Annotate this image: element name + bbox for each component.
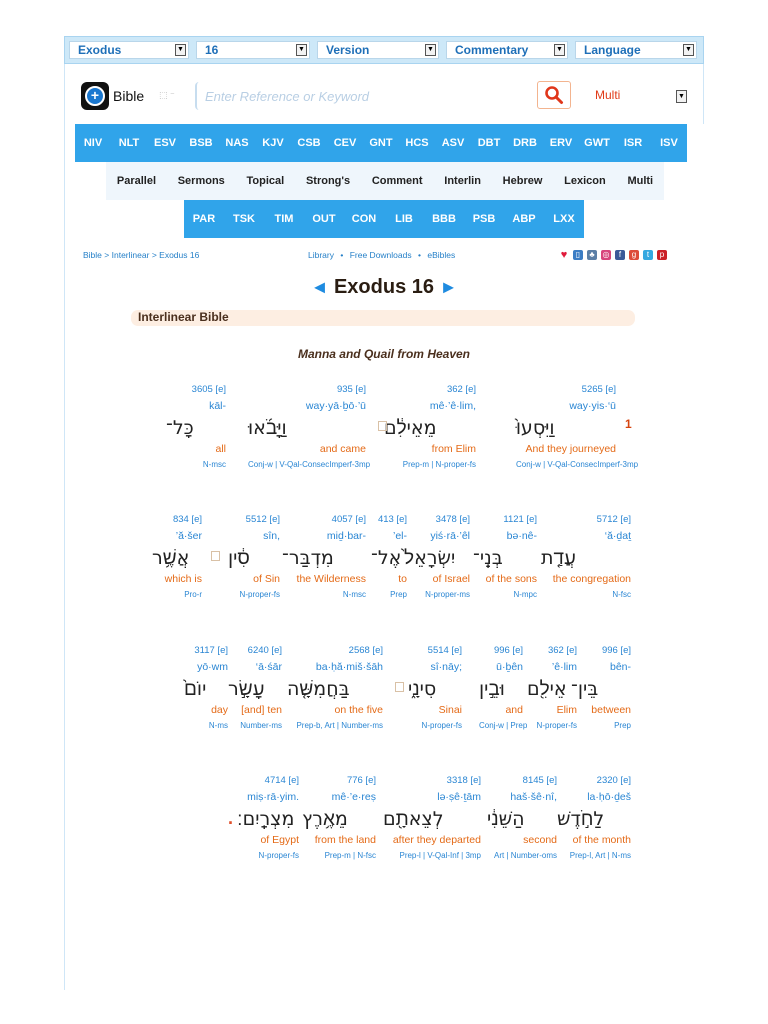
bible-logo-icon[interactable]: + <box>81 82 109 110</box>
parsing[interactable]: Pro-r <box>184 590 202 599</box>
strongs-number[interactable]: 834 [e] <box>172 514 202 525</box>
resource-links <box>308 250 455 260</box>
hebrew-word[interactable]: בְּנֵֽי־ <box>473 547 503 569</box>
parsing[interactable]: Prep <box>390 590 407 599</box>
transliteration[interactable]: ’ê·lim <box>551 661 577 673</box>
brand-name[interactable]: Bible <box>113 88 145 104</box>
parsing[interactable]: N-proper-ms <box>425 590 470 599</box>
interlinear-word <box>237 773 299 864</box>
tree-icon[interactable]: ♣ <box>587 250 597 260</box>
hebrew-word[interactable]: מֵאֵילִ֔ם <box>384 417 437 439</box>
parsing[interactable]: Prep-b, Art | Number-ms <box>296 721 383 730</box>
tool-button-lexicon[interactable]: Lexicon <box>564 175 606 187</box>
search-icon <box>544 85 564 105</box>
breadcrumb-separator: > <box>104 250 110 260</box>
strongs-number[interactable]: 362 [e] <box>446 384 476 395</box>
version-button-asv[interactable]: ASV <box>441 137 465 149</box>
parsing[interactable]: Prep-l | V-Qal-Inf | 3mp <box>399 851 481 860</box>
transliteration[interactable]: ’ă·šer <box>175 530 202 542</box>
version-button-csb[interactable]: CSB <box>297 137 321 149</box>
interlinear-word <box>571 643 631 734</box>
book-select[interactable] <box>69 41 189 59</box>
strongs-number[interactable]: 3318 [e] <box>446 775 481 786</box>
transliteration[interactable]: miḏ·bar- <box>326 530 366 542</box>
english-gloss: between <box>591 704 631 716</box>
interlinear-word <box>228 643 282 734</box>
version-button-row <box>75 124 687 162</box>
strongs-number[interactable]: 413 [e] <box>377 514 407 525</box>
interlinear-word <box>487 773 557 864</box>
english-gloss: Elim <box>556 704 577 716</box>
version-button-isr[interactable]: ISR <box>623 137 643 149</box>
commentary-select[interactable] <box>446 41 568 59</box>
interlinear-word <box>383 773 481 864</box>
version-button-nas[interactable]: NAS <box>225 137 249 149</box>
english-gloss: from Elim <box>431 443 476 455</box>
version-button-tsk[interactable]: TSK <box>233 213 255 225</box>
hebrew-word[interactable]: כָּל־ <box>166 417 194 439</box>
parsing[interactable]: Conj-w | V-Qal-ConsecImperf-3mp <box>248 460 371 469</box>
english-gloss: after they departed <box>392 834 481 846</box>
hebrew-word[interactable]: יִשְׂרָאֵל֙ <box>404 547 456 569</box>
interlinear-word <box>302 773 376 864</box>
transliteration[interactable]: la·ḥō·ḏeš <box>587 791 631 803</box>
version-select[interactable] <box>317 41 439 59</box>
transliteration[interactable]: bên- <box>609 661 631 673</box>
hebrew-word[interactable]: אֵילִ֖ם <box>527 678 567 700</box>
version-button-bsb[interactable]: BSB <box>189 137 213 149</box>
transliteration[interactable]: ‘ā·śār <box>255 661 282 673</box>
interlinear-word <box>228 512 280 603</box>
transliteration[interactable]: kāl- <box>209 400 226 412</box>
version-button-nlt[interactable]: NLT <box>118 137 140 149</box>
hebrew-word[interactable]: מִדְבַּר־ <box>282 547 334 569</box>
interlinear-word <box>404 512 470 603</box>
version-button-psb[interactable]: PSB <box>472 213 496 225</box>
version-button-hcs[interactable]: HCS <box>405 137 429 149</box>
transliteration[interactable]: yiś·rā·’êl <box>430 530 470 542</box>
search-row <box>64 64 704 124</box>
hebrew-word[interactable]: וַיָּבֹ֜אוּ <box>248 417 287 439</box>
interlinear-word <box>184 643 228 734</box>
facebook-icon[interactable]: f <box>615 250 625 260</box>
hebrew-word[interactable]: בַּחֲמִשָּׁ֤ה <box>287 678 350 700</box>
strongs-number[interactable]: 3478 [e] <box>435 514 470 525</box>
transliteration[interactable]: ‘ă·ḏaṯ <box>604 530 631 542</box>
more-version-button-row <box>184 200 584 238</box>
parsing[interactable]: N-proper-fs <box>536 721 577 730</box>
transliteration[interactable]: bə·nê- <box>506 530 537 542</box>
parsing[interactable]: N-mpc <box>513 590 537 599</box>
parsing[interactable]: Prep-l, Art | N-ms <box>569 851 631 860</box>
language-select-value: Language <box>584 43 641 57</box>
version-button-tim[interactable]: TIM <box>274 213 294 225</box>
english-gloss: on the five <box>334 704 383 716</box>
link-separator: • <box>417 250 421 260</box>
chapter-select[interactable] <box>196 41 310 59</box>
breadcrumb-interlinear[interactable]: Interlinear <box>111 250 150 260</box>
hebrew-word[interactable]: בֵּין־ <box>571 678 599 700</box>
parsing[interactable]: Prep <box>614 721 631 730</box>
interlinear-word <box>287 643 383 734</box>
version-button-isv[interactable]: ISV <box>660 137 678 149</box>
parsing[interactable]: Number-ms <box>240 721 282 730</box>
dropdown-arrow-icon: ▼ <box>554 44 565 56</box>
library-link[interactable]: Library <box>308 250 334 260</box>
strongs-number[interactable]: 3117 [e] <box>194 645 228 656</box>
english-gloss: day <box>211 704 228 716</box>
hebrew-word[interactable]: לַחֹ֣דֶשׁ <box>557 808 605 830</box>
language-mode-select[interactable] <box>595 88 687 106</box>
transliteration[interactable]: ba·ḥă·miš·šāh <box>315 661 383 673</box>
parsing[interactable]: Conj-w | V-Qal-ConsecImperf-3mp <box>516 460 639 469</box>
transliteration[interactable]: yō·wm <box>197 661 228 673</box>
search-button[interactable] <box>537 81 571 109</box>
placeholder-glyph-box <box>395 682 404 692</box>
english-gloss: second <box>523 834 557 846</box>
search-input[interactable] <box>195 82 525 110</box>
english-gloss: of the sons <box>485 573 537 585</box>
version-button-niv[interactable]: NIV <box>83 137 103 149</box>
version-button-par[interactable]: PAR <box>192 213 216 225</box>
hebrew-word[interactable]: סִינָ֑י <box>408 678 437 700</box>
hebrew-word[interactable]: וּבֵ֣ין <box>479 678 505 700</box>
page-title <box>0 276 768 299</box>
transliteration[interactable]: haš·šê·nî, <box>510 791 557 803</box>
free-downloads-link[interactable]: Free Downloads <box>349 250 412 260</box>
transliteration[interactable]: way·yā·ḇō·’ū <box>305 400 366 412</box>
version-button-out[interactable]: OUT <box>312 213 336 225</box>
dropdown-arrow-icon: ▼ <box>676 90 687 103</box>
strongs-number[interactable]: 996 [e] <box>601 645 631 656</box>
version-button-esv[interactable]: ESV <box>153 137 176 149</box>
next-chapter-icon[interactable]: ► <box>439 277 458 297</box>
strongs-number[interactable]: 5514 [e] <box>427 645 462 656</box>
hebrew-word[interactable]: עֲדַ֤ת <box>541 547 577 569</box>
version-select-value: Version <box>326 43 370 57</box>
transliteration[interactable]: mê·’e·reṣ <box>331 791 376 803</box>
interlinear-word <box>282 512 366 603</box>
hebrew-word[interactable]: הַשֵּׁנִ֔י <box>487 808 525 830</box>
english-gloss: which is <box>164 573 202 585</box>
english-gloss: of Israel <box>432 573 470 585</box>
interlinear-word <box>371 512 407 603</box>
parsing[interactable]: Prep-m | N-fsc <box>324 851 376 860</box>
breadcrumb-separator: > <box>151 250 157 260</box>
breadcrumb-bible[interactable]: Bible <box>83 250 102 260</box>
prev-chapter-icon[interactable]: ◄ <box>310 277 329 297</box>
parsing[interactable]: N-msc <box>202 460 226 469</box>
hebrew-word[interactable]: יוֹם֙ <box>184 678 207 700</box>
book-select-value: Exodus <box>78 43 122 57</box>
book-icon[interactable]: ▯ <box>573 250 583 260</box>
transliteration[interactable]: sîn, <box>263 530 280 542</box>
interlinear-label: Interlinear Bible <box>138 310 229 324</box>
english-gloss: Sinai <box>438 704 462 716</box>
tumblr-icon[interactable]: t <box>643 250 653 260</box>
english-gloss: all <box>215 443 226 455</box>
hebrew-word[interactable]: וַיִּסְעוּ֙ <box>516 417 555 439</box>
parsing[interactable]: Art | Number-oms <box>494 851 557 860</box>
hebrew-word[interactable]: אֶל־ <box>371 547 402 569</box>
strongs-number[interactable]: 935 [e] <box>336 384 366 395</box>
interlinear-word <box>152 512 202 603</box>
version-button-dbt[interactable]: DBT <box>477 137 501 149</box>
transliteration[interactable]: sî·nāy; <box>430 661 462 673</box>
parsing[interactable]: N-proper-fs <box>421 721 462 730</box>
english-gloss: the congregation <box>552 573 631 585</box>
google-icon[interactable]: g <box>629 250 639 260</box>
navigation-selector-bar <box>64 36 704 64</box>
pinterest-icon[interactable]: p <box>657 250 667 260</box>
tool-button-row <box>106 162 664 200</box>
transliteration[interactable]: mê·’ê·lim, <box>429 400 476 412</box>
verse-end-mark: . <box>228 808 234 828</box>
interlinear-word <box>541 512 631 603</box>
hebrew-word[interactable]: לְצֵאתָ֖ם <box>383 808 444 830</box>
placeholder-glyph-box <box>378 421 387 431</box>
ebibles-link[interactable]: eBibles <box>427 250 456 260</box>
dropdown-arrow-icon: ▼ <box>683 44 694 56</box>
tool-button-multi[interactable]: Multi <box>627 175 654 187</box>
interlinear-word <box>527 643 577 734</box>
english-gloss: of the month <box>572 834 631 846</box>
interlinear-word <box>479 643 528 734</box>
instagram-icon[interactable]: ◎ <box>602 250 610 259</box>
dropdown-arrow-icon: ▼ <box>175 44 186 56</box>
strongs-number[interactable]: 5512 [e] <box>245 514 280 525</box>
page-left-border <box>64 36 65 990</box>
tool-button-topical[interactable]: Topical <box>246 175 285 187</box>
parsing[interactable]: N-proper-fs <box>239 590 280 599</box>
link-separator: • <box>340 250 344 260</box>
parsing[interactable]: N-ms <box>208 721 228 730</box>
transliteration[interactable]: ’el- <box>392 530 407 542</box>
tool-button-hebrew[interactable]: Hebrew <box>502 175 543 187</box>
dropdown-arrow-icon: ▼ <box>425 44 436 56</box>
parsing[interactable]: N-fsc <box>612 590 631 599</box>
version-button-drb[interactable]: DRB <box>513 137 537 149</box>
placeholder-glyph-box <box>211 551 220 561</box>
strongs-number[interactable]: 1121 [e] <box>503 514 537 525</box>
strongs-number[interactable]: 4714 [e] <box>264 775 299 786</box>
interlinear-word <box>248 382 371 473</box>
heart-icon[interactable]: ♥ <box>560 249 568 261</box>
strongs-number[interactable]: 4057 [e] <box>331 514 366 525</box>
verse-number[interactable]: 1 <box>625 417 632 431</box>
strongs-number[interactable]: 8145 [e] <box>522 775 557 786</box>
transliteration[interactable]: miṣ·rā·yim. <box>247 791 299 803</box>
chapter-select-value: 16 <box>205 43 219 57</box>
version-button-abp[interactable]: ABP <box>512 213 536 225</box>
version-button-gwt[interactable]: GWT <box>584 137 610 149</box>
breadcrumb-current[interactable]: Exodus 16 <box>159 250 200 260</box>
hebrew-word[interactable]: סִ֔ין <box>228 547 250 569</box>
version-button-lib[interactable]: LIB <box>395 213 413 225</box>
version-button-bbb[interactable]: BBB <box>432 213 456 225</box>
strongs-number[interactable]: 6240 [e] <box>247 645 282 656</box>
hebrew-word[interactable]: מֵאֶ֥רֶץ <box>302 808 348 830</box>
strongs-number[interactable]: 5712 [e] <box>596 514 631 525</box>
version-button-kjv[interactable]: KJV <box>262 137 284 149</box>
english-gloss: the Wilderness <box>296 573 366 585</box>
tool-button-strongs[interactable]: Strong's <box>305 175 351 187</box>
interlinear-word <box>473 512 537 603</box>
parsing[interactable]: N-msc <box>342 590 366 599</box>
interlinear-word <box>557 773 631 864</box>
english-gloss: And they journeyed <box>525 443 616 455</box>
version-button-cev[interactable]: CEV <box>333 137 357 149</box>
parsing[interactable]: Prep-m | N-proper-fs <box>402 460 476 469</box>
breadcrumb <box>83 250 199 260</box>
brand-mark: ⬚ ⁻ <box>159 90 175 100</box>
version-button-con[interactable]: CON <box>351 213 377 225</box>
transliteration[interactable]: lə·ṣê·ṯām <box>437 791 481 803</box>
english-gloss: to <box>398 573 407 585</box>
transliteration[interactable]: way·yis·‘ū <box>569 400 616 412</box>
chapter-title: Exodus 16 <box>333 276 435 298</box>
english-gloss: of Sin <box>253 573 280 585</box>
tool-button-sermons[interactable]: Sermons <box>177 175 225 187</box>
transliteration[interactable]: ū·ḇên <box>496 661 523 673</box>
tool-button-comment[interactable]: Comment <box>371 175 423 187</box>
strongs-number[interactable]: 3605 [e] <box>191 384 226 395</box>
interlinear-word <box>516 382 639 473</box>
language-mode-value: Multi <box>595 88 621 102</box>
parsing[interactable]: N-proper-fs <box>258 851 299 860</box>
hebrew-word[interactable]: אֲשֶׁ֥ר <box>152 547 190 569</box>
english-gloss: of Egypt <box>260 834 299 846</box>
section-heading: Manna and Quail from Heaven <box>297 347 471 361</box>
tool-button-interlin[interactable]: Interlin <box>444 175 481 187</box>
version-button-lxx[interactable]: LXX <box>553 213 575 225</box>
english-gloss: and came <box>319 443 366 455</box>
strongs-number[interactable]: 996 [e] <box>493 645 523 656</box>
hebrew-word[interactable]: עָשָׂ֣ר <box>228 678 265 700</box>
language-select[interactable] <box>575 41 697 59</box>
english-gloss: [and] ten <box>241 704 282 716</box>
interlinear-word <box>384 382 476 473</box>
english-gloss: from the land <box>314 834 376 846</box>
strongs-number[interactable]: 776 [e] <box>346 775 376 786</box>
english-gloss: and <box>505 704 523 716</box>
interlinear-word <box>166 382 226 473</box>
interlinear-word <box>408 643 462 734</box>
strongs-number[interactable]: 5265 [e] <box>581 384 616 395</box>
strongs-number[interactable]: 362 [e] <box>547 645 577 656</box>
dropdown-arrow-icon: ▼ <box>296 44 307 56</box>
strongs-number[interactable]: 2568 [e] <box>348 645 383 656</box>
parsing[interactable]: Conj-w | Prep <box>479 721 528 730</box>
version-button-erv[interactable]: ERV <box>549 137 573 149</box>
commentary-select-value: Commentary <box>455 43 529 57</box>
strongs-number[interactable]: 2320 [e] <box>596 775 631 786</box>
hebrew-word[interactable]: מִצְרָֽיִם׃ <box>237 808 295 830</box>
version-button-gnt[interactable]: GNT <box>369 137 393 149</box>
social-icons <box>559 250 667 260</box>
tool-button-parallel[interactable]: Parallel <box>116 175 156 187</box>
